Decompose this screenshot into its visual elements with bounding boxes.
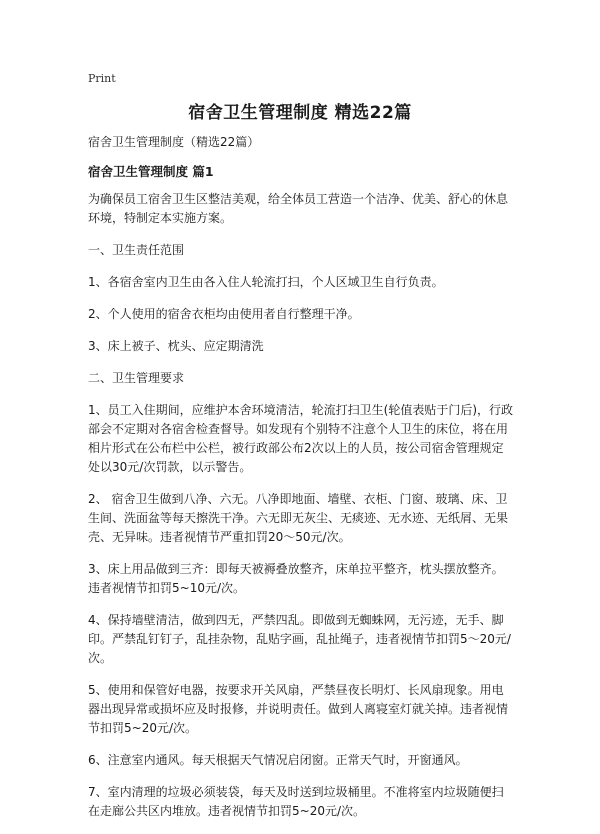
scope-item-2: 2、个人使用的宿舍衣柜均由使用者自行整理干净。: [88, 307, 360, 321]
requirement-item-4: 4、保持墙壁清洁，做到四无，严禁四乱。即做到无蜘蛛网，无污迹，无手、脚印。严禁乱钉钉子，乱挂杂物，乱贴字画，乱扯绳子，违者视情节扣罚5～20元/次。: [88, 613, 511, 665]
intro-paragraph: 为确保员工宿舍卫生区整洁美观，给全体员工营造一个洁净、优美、舒心的休息环境，特制定本实施方案。: [88, 192, 509, 225]
print-label: Print: [88, 72, 116, 85]
requirement-item-1: 1、员工入住期间，应维护本舍环境清洁，轮流打扫卫生(轮值表贴于门后)，行政部会不定期对各宿舍检查督导。如发现有个别特不注意个人卫生的床位，将在用相片形式在公布栏中公栏，被行政部公布2次以上的人员，按公司宿舍管理规定处以30元/次罚款，以示警告。: [88, 403, 514, 474]
scope-item-1: 1、各宿舍室内卫生由各入住人轮流打扫，个人区域卫生自行负责。: [88, 275, 444, 289]
requirement-item-2: 2、 宿舍卫生做到八净、六无。八净即地面、墙壁、衣柜、门窗、玻璃、床、卫生间、洗面盆等每天擦洗干净。六无即无灰尘、无痰迹、无水迹、无纸屑、无果壳、无异味。违者视情节严重扣罚20～50元/次。: [88, 492, 509, 544]
scope-item-3: 3、床上被子、枕头、应定期清洗: [88, 339, 264, 353]
requirement-item-7: 7、室内清理的垃圾必须装袋，每天及时送到垃圾桶里。不准将室内垃圾随便扫在走廊公共区内堆放。违者视情节扣罚5~20元/次。: [88, 785, 504, 818]
section-heading: 宿舍卫生管理制度 篇1: [88, 164, 214, 179]
document-body: [88, 133, 514, 834]
document-subtitle: 宿舍卫生管理制度（精选22篇）: [88, 135, 260, 149]
requirement-item-5: 5、使用和保管好电器，按要求开关风扇，严禁昼夜长明灯、长风扇现象。用电器出现异常或损坏应及时报修，并说明责任。做到人离寝室灯就关掉。违者视情节扣罚5~20元/次。: [88, 683, 509, 735]
heading-responsibility-scope: 一、卫生责任范围: [88, 243, 185, 257]
document-title: 宿舍卫生管理制度 精选22篇: [188, 103, 412, 123]
heading-management-requirements: 二、卫生管理要求: [88, 371, 185, 385]
requirement-item-6: 6、注意室内通风。每天根据天气情况启闭窗。正常天气时，开窗通风。: [88, 753, 468, 767]
requirement-item-3: 3、床上用品做到三齐：即每天被褥叠放整齐，床单拉平整齐，枕头摆放整齐。违者视情节扣罚5~10元/次。: [88, 562, 504, 595]
